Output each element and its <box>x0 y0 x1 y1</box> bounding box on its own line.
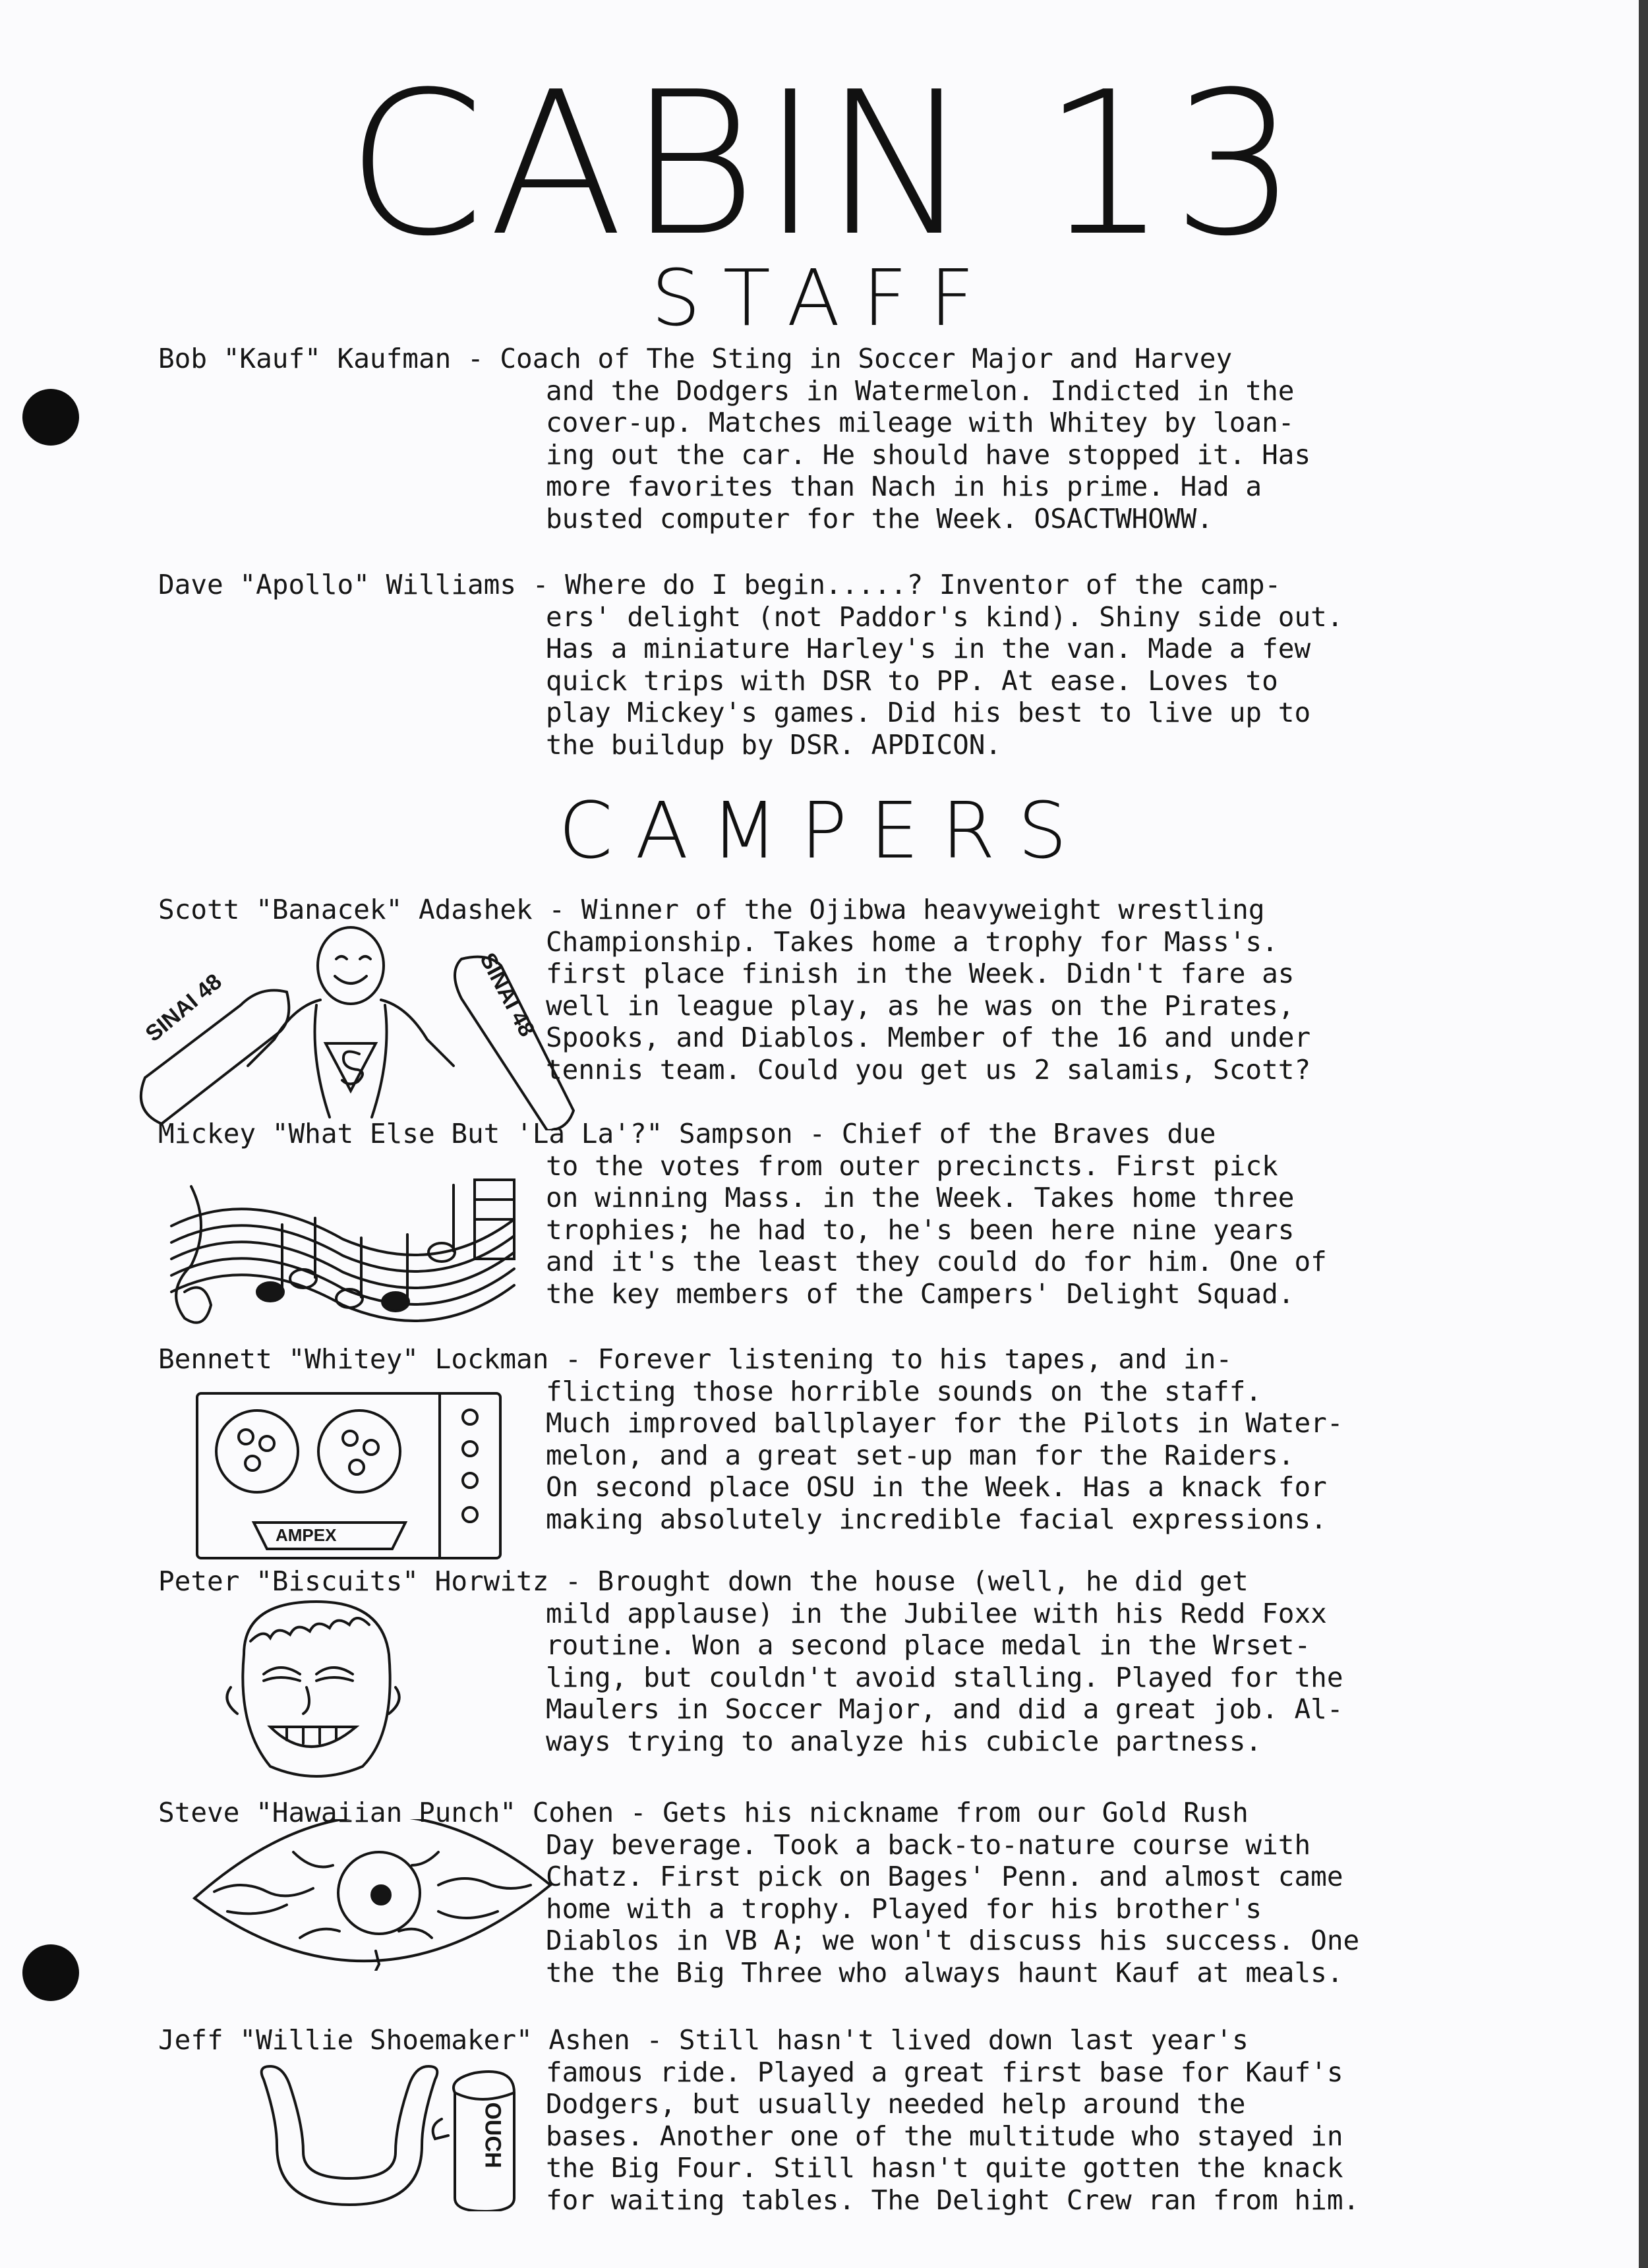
entry-line: Forever listening to his tapes, and in- <box>597 1343 1233 1375</box>
entry-line: ing out the car. He should have stopped it. Has <box>546 438 1311 471</box>
entry-line: and the Dodgers in Watermelon. Indicted in the <box>546 374 1295 407</box>
entry-name: Steve "Hawaiian Punch" Cohen - <box>158 1797 663 1828</box>
campers-heading: CAMPERS <box>558 785 1090 876</box>
staff-heading: STAFF <box>651 252 997 343</box>
entry-line: making absolutely incredible facial expressions. <box>546 1503 1327 1535</box>
entry-line: Championship. Takes home a trophy for Mass's. <box>546 925 1278 958</box>
entry-line: flicting those horrible sounds on the staff. <box>546 1375 1262 1407</box>
entry-line: home with a trophy. Played for his brother's <box>546 1892 1262 1925</box>
entry-line: melon, and a great set-up man for the Raiders. <box>546 1439 1295 1471</box>
entry-line: Spooks, and Diablos. Member of the 16 and under <box>546 1022 1311 1053</box>
entry-line: Coach of The Sting in Soccer Major and Harvey <box>500 343 1233 374</box>
entry-line: the the Big Three who always haunt Kauf at meals. <box>546 1956 1343 1989</box>
entry-line: Diablos in VB A; we won't discuss his success. One <box>546 1925 1360 1956</box>
eyeball-doodle <box>188 1819 557 1971</box>
entry-line: quick trips with DSR to PP. At ease. Loves to <box>546 664 1278 697</box>
binder-hole-bottom <box>22 1944 79 2001</box>
staff-entry-kaufman <box>158 343 1503 535</box>
entry-line: ling, but couldn't avoid stalling. Played for the <box>546 1661 1343 1693</box>
staff-entry-williams <box>158 569 1503 761</box>
entry-line: play Mickey's games. Did his best to live up to <box>546 697 1311 728</box>
sinai-armband-label-right: SINAI 48 <box>475 948 540 1041</box>
entry-line: ers' delight (not Paddor's kind). Shiny side out. <box>546 600 1343 633</box>
entry-line: well in league play, as he was on the Pirates, <box>546 989 1295 1022</box>
entry-line: Where do I begin.....? Inventor of the camp- <box>565 569 1281 600</box>
entry-line: On second place OSU in the Week. Has a knack for <box>546 1471 1327 1503</box>
entry-line: and it's the least they could do for him. One of <box>546 1246 1327 1277</box>
entry-name: Scott "Banacek" Adashek - <box>158 894 581 925</box>
entry-line: Has a miniature Harley's in the van. Made a few <box>546 633 1311 664</box>
entry-name: Dave "Apollo" Williams - <box>158 569 566 600</box>
entry-line: Brought down the house (well, he did get <box>597 1565 1249 1597</box>
entry-line: first place finish in the Week. Didn't fare as <box>546 958 1295 989</box>
entry-line: to the votes from outer precincts. First pick <box>546 1149 1278 1182</box>
entry-line: busted computer for the Week. OSACTWHOWW. <box>546 502 1214 535</box>
entry-line: Chief of the Braves due <box>841 1118 1216 1149</box>
page-title: CABIN 13 <box>346 49 1302 279</box>
page-edge-shadow <box>1639 0 1648 2268</box>
entry-line: cover-up. Matches mileage with Whitey by loan- <box>546 407 1295 438</box>
tape-recorder-doodle <box>194 1391 504 1562</box>
entry-name: Bennett "Whitey" Lockman - <box>158 1343 598 1375</box>
entry-line: the key members of the Campers' Delight Squad. <box>546 1277 1295 1310</box>
entry-line: ways trying to analyze his cubicle partness. <box>546 1725 1262 1757</box>
entry-line: Much improved ballplayer for the Pilots in Water- <box>546 1407 1343 1439</box>
sinai-armband-label-left: SINAI 48 <box>140 969 227 1047</box>
entry-line: more favorites than Nach in his prime. Had a <box>546 471 1262 502</box>
entry-line: the Big Four. Still hasn't quite gotten the knack <box>546 2152 1343 2184</box>
smiling-face-doodle <box>218 1595 409 1786</box>
entry-line: Winner of the Ojibwa heavyweight wrestling <box>581 894 1265 925</box>
entry-line: trophies; he had to, he's been here nine years <box>546 1213 1295 1246</box>
entry-name: Mickey "What Else But 'La La'?" Sampson - <box>158 1118 842 1149</box>
entry-line: famous ride. Played a great first base for Kauf's <box>546 2056 1343 2088</box>
entry-name: Bob "Kauf" Kaufman - <box>158 343 500 374</box>
entry-line: Chatz. First pick on Bages' Penn. and almost came <box>546 1861 1343 1892</box>
entry-line: on winning Mass. in the Week. Takes home three <box>546 1182 1295 1213</box>
entry-line: mild applause) in the Jubilee with his Redd Foxx <box>546 1597 1327 1629</box>
entry-line: tennis team. Could you get us 2 salamis, Scott? <box>546 1053 1311 1086</box>
entry-line: Dodgers, but usually needed help around the <box>546 2088 1246 2120</box>
entry-line: routine. Won a second place medal in the Wrset- <box>546 1629 1311 1661</box>
ouch-label: OUCH <box>480 2102 506 2168</box>
ampex-label: AMPEX <box>276 1525 337 1545</box>
entry-line: Still hasn't lived down last year's <box>678 2024 1249 2056</box>
entry-line: bases. Another one of the multitude who stayed in <box>546 2120 1343 2152</box>
entry-line: for waiting tables. The Delight Crew ran from him. <box>546 2184 1360 2216</box>
entry-name: Jeff "Willie Shoemaker" Ashen - <box>158 2024 679 2056</box>
entry-name: Peter "Biscuits" Horwitz - <box>158 1565 598 1597</box>
entry-line: Maulers in Soccer Major, and did a great job. Al- <box>546 1693 1343 1725</box>
entry-line: Day beverage. Took a back-to-nature course with <box>546 1828 1311 1861</box>
entry-line: Gets his nickname from our Gold Rush <box>662 1797 1249 1828</box>
entry-line: the buildup by DSR. APDICON. <box>546 728 1002 761</box>
music-staff-doodle <box>158 1160 554 1345</box>
binder-hole-top <box>22 389 79 446</box>
